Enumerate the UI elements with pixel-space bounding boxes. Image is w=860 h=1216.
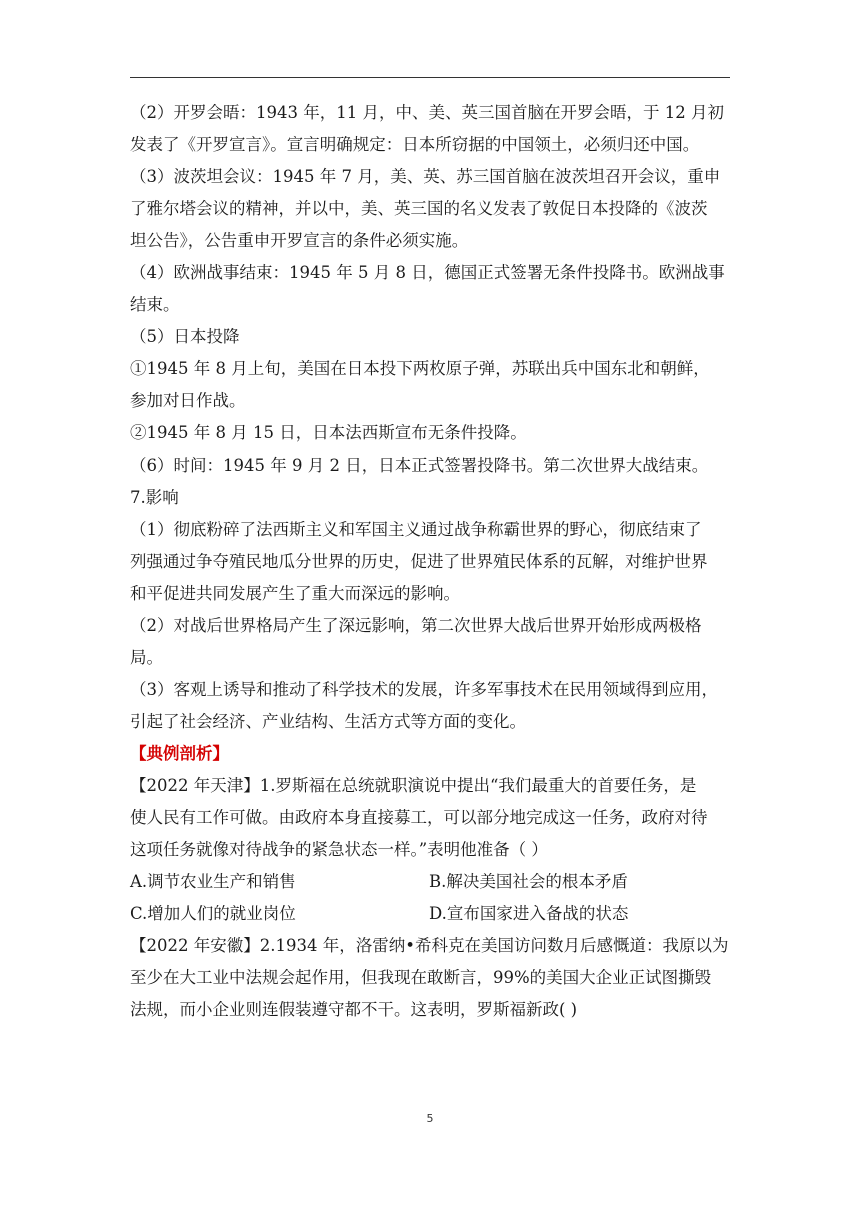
paragraph-line: ①1945 年 8 月上旬，美国在日本投下两枚原子弹，苏联出兵中国东北和朝鲜， (130, 359, 710, 379)
answer-option-b: B.解决美国社会的根本矛盾 (429, 872, 628, 892)
header-rule (130, 77, 730, 78)
paragraph-line: 列强通过争夺殖民地瓜分世界的历史，促进了世界殖民体系的瓦解，对维护世界 (130, 551, 708, 571)
paragraph-line: 引起了社会经济、产业结构、生活方式等方面的变化。 (130, 711, 526, 731)
paragraph-line: 和平促进共同发展产生了重大而深远的影响。 (130, 583, 460, 603)
document-body (130, 102, 740, 1031)
answer-option-d: D.宣布国家进入备战的状态 (429, 904, 629, 924)
paragraph-line: 局。 (130, 647, 163, 667)
answer-options-row (130, 871, 740, 892)
paragraph-line: 参加对日作战。 (130, 391, 246, 411)
section-heading: 【典例剖析】 (130, 743, 229, 763)
question-line: 这项任务就像对待战争的紧急状态一样。”表明他准备（ ） (130, 840, 548, 860)
paragraph-line: （6）时间：1945 年 9 月 2 日，日本正式签署投降书。第二次世界大战结束。 (130, 455, 709, 475)
paragraph-line: 了雅尔塔会议的精神，并以中，美、英三国的名义发表了敦促日本投降的《波茨 (130, 199, 708, 219)
paragraph-line: 结束。 (130, 295, 180, 315)
paragraph-line: （1）彻底粉碎了法西斯主义和军国主义通过战争称霸世界的野心，彻底结束了 (130, 519, 702, 539)
paragraph-line: ②1945 年 8 月 15 日，日本法西斯宣布无条件投降。 (130, 423, 527, 443)
answer-option-a: A.调节农业生产和销售 (130, 872, 296, 892)
question-line: 【2022 年安徽】2.1934 年，洛雷纳•希科克在美国访问数月后感慨道：我原以为 (130, 936, 729, 956)
paragraph-line: （5）日本投降 (130, 327, 240, 347)
question-line: 使人民有工作可做。由政府本身直接募工，可以部分地完成这一任务，政府对待 (130, 808, 708, 828)
section-title: 7.影响 (130, 487, 179, 507)
question-line: 【2022 年天津】1.罗斯福在总统就职演说中提出“我们最重大的首要任务，是 (130, 775, 697, 795)
answer-option-c: C.增加人们的就业岗位 (130, 904, 296, 924)
paragraph-line: （3）客观上诱导和推动了科学技术的发展，许多军事技术在民用领域得到应用， (130, 679, 718, 699)
paragraph-line: （2）开罗会晤：1943 年，11 月，中、美、英三国首脑在开罗会晤，于 12 月初 (130, 103, 724, 122)
paragraph-line: 坦公告》，公告重申开罗宣言的条件必须实施。 (130, 231, 469, 251)
question-line: 法规，而小企业则连假装遵守都不干。这表明，罗斯福新政( ) (130, 1000, 578, 1020)
paragraph-line: （3）波茨坦会议：1945 年 7 月，美、英、苏三国首脑在波茨坦召开会议，重申 (130, 167, 721, 187)
paragraph-line: 发表了《开罗宣言》。宣言明确规定：日本所窃据的中国领土，必须归还中国。 (130, 135, 700, 155)
paragraph-line: （4）欧洲战事结束：1945 年 5 月 8 日，德国正式签署无条件投降书。欧洲战事 (130, 263, 725, 283)
question-line: 至少在大工业中法规会起作用，但我现在敢断言，99%的美国大企业正试图撕毁 (130, 968, 712, 988)
page-number: 5 (426, 1112, 434, 1125)
answer-options-row (130, 903, 740, 924)
paragraph-line: （2）对战后世界格局产生了深远影响，第二次世界大战后世界开始形成两极格 (130, 615, 702, 635)
